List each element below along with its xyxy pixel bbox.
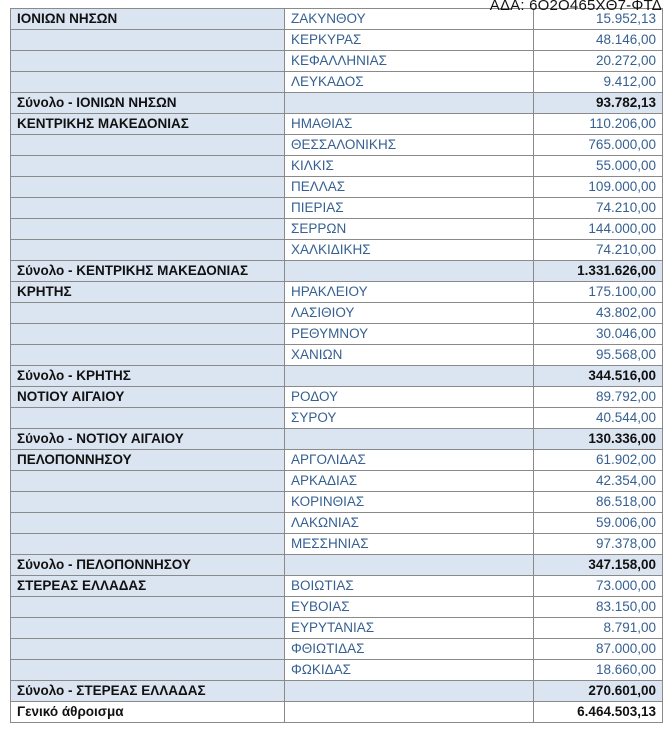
region-empty-cell xyxy=(11,345,285,366)
prefecture-name-cell: ΛΕΥΚΑΔΟΣ xyxy=(285,72,534,93)
prefecture-name-cell: ΛΑΚΩΝΙΑΣ xyxy=(285,513,534,534)
prefecture-name-cell: ΒΟΙΩΤΙΑΣ xyxy=(285,576,534,597)
allocation-table xyxy=(10,8,663,723)
empty-cell xyxy=(285,702,534,723)
grand-total-row xyxy=(11,702,663,723)
amount-cell: 9.412,00 xyxy=(534,72,663,93)
table-row xyxy=(11,114,663,135)
amount-cell: 18.660,00 xyxy=(534,660,663,681)
amount-cell: 89.792,00 xyxy=(534,387,663,408)
table-row xyxy=(11,72,663,93)
region-total-value: 130.336,00 xyxy=(534,429,663,450)
table-body xyxy=(11,9,663,723)
region-empty-cell xyxy=(11,324,285,345)
table-row xyxy=(11,156,663,177)
region-empty-cell xyxy=(11,639,285,660)
amount-cell: 110.206,00 xyxy=(534,114,663,135)
region-name-cell: ΙΟΝΙΩΝ ΝΗΣΩΝ xyxy=(11,9,285,30)
table-row xyxy=(11,534,663,555)
region-total-value: 344.516,00 xyxy=(534,366,663,387)
table-row xyxy=(11,324,663,345)
region-total-row xyxy=(11,93,663,114)
table-row xyxy=(11,240,663,261)
prefecture-name-cell: ΚΟΡΙΝΘΙΑΣ xyxy=(285,492,534,513)
empty-cell xyxy=(285,93,534,114)
region-total-value: 347.158,00 xyxy=(534,555,663,576)
table-row xyxy=(11,51,663,72)
prefecture-name-cell: ΦΩΚΙΔΑΣ xyxy=(285,660,534,681)
table-row xyxy=(11,660,663,681)
prefecture-name-cell: ΛΑΣΙΘΙΟΥ xyxy=(285,303,534,324)
table-row xyxy=(11,597,663,618)
amount-cell: 86.518,00 xyxy=(534,492,663,513)
table-row xyxy=(11,618,663,639)
prefecture-name-cell: ΠΕΛΛΑΣ xyxy=(285,177,534,198)
region-total-row xyxy=(11,681,663,702)
table-row xyxy=(11,471,663,492)
region-total-row xyxy=(11,366,663,387)
table-row xyxy=(11,387,663,408)
region-total-value: 270.601,00 xyxy=(534,681,663,702)
region-total-label: Σύνολο - ΠΕΛΟΠΟΝΝΗΣΟΥ xyxy=(11,555,285,576)
table-row xyxy=(11,450,663,471)
table-row xyxy=(11,639,663,660)
region-empty-cell xyxy=(11,408,285,429)
region-empty-cell xyxy=(11,660,285,681)
table-row xyxy=(11,345,663,366)
amount-cell: 95.568,00 xyxy=(534,345,663,366)
region-empty-cell xyxy=(11,177,285,198)
empty-cell xyxy=(285,681,534,702)
table-row xyxy=(11,282,663,303)
region-name-cell: ΣΤΕΡΕΑΣ ΕΛΛΑΔΑΣ xyxy=(11,576,285,597)
table-row xyxy=(11,198,663,219)
prefecture-name-cell: ΠΙΕΡΙΑΣ xyxy=(285,198,534,219)
empty-cell xyxy=(285,555,534,576)
table-row xyxy=(11,576,663,597)
region-total-label: Σύνολο - ΣΤΕΡΕΑΣ ΕΛΛΑΔΑΣ xyxy=(11,681,285,702)
amount-cell: 59.006,00 xyxy=(534,513,663,534)
region-empty-cell xyxy=(11,597,285,618)
region-empty-cell xyxy=(11,135,285,156)
table-row xyxy=(11,408,663,429)
prefecture-name-cell: ΑΡΓΟΛΙΔΑΣ xyxy=(285,450,534,471)
amount-cell: 74.210,00 xyxy=(534,198,663,219)
table-row xyxy=(11,492,663,513)
prefecture-name-cell: ΧΑΝΙΩΝ xyxy=(285,345,534,366)
amount-cell: 48.146,00 xyxy=(534,30,663,51)
prefecture-name-cell: ΚΕΦΑΛΛΗΝΙΑΣ xyxy=(285,51,534,72)
region-empty-cell xyxy=(11,72,285,93)
region-total-label: Σύνολο - ΝΟΤΙΟΥ ΑΙΓΑΙΟΥ xyxy=(11,429,285,450)
region-empty-cell xyxy=(11,30,285,51)
region-empty-cell xyxy=(11,618,285,639)
region-empty-cell xyxy=(11,51,285,72)
amount-cell: 61.902,00 xyxy=(534,450,663,471)
amount-cell: 8.791,00 xyxy=(534,618,663,639)
amount-cell: 109.000,00 xyxy=(534,177,663,198)
amount-cell: 43.802,00 xyxy=(534,303,663,324)
region-name-cell: ΠΕΛΟΠΟΝΝΗΣΟΥ xyxy=(11,450,285,471)
region-empty-cell xyxy=(11,471,285,492)
table-row xyxy=(11,177,663,198)
region-total-row xyxy=(11,555,663,576)
region-total-label: Σύνολο - ΚΕΝΤΡΙΚΗΣ ΜΑΚΕΔΟΝΙΑΣ xyxy=(11,261,285,282)
empty-cell xyxy=(285,261,534,282)
amount-cell: 15.952,13 xyxy=(534,9,663,30)
prefecture-name-cell: ΗΡΑΚΛΕΙΟΥ xyxy=(285,282,534,303)
empty-cell xyxy=(285,366,534,387)
region-empty-cell xyxy=(11,240,285,261)
empty-cell xyxy=(285,429,534,450)
table-row xyxy=(11,513,663,534)
prefecture-name-cell: ΗΜΑΘΙΑΣ xyxy=(285,114,534,135)
prefecture-name-cell: ΖΑΚΥΝΘΟΥ xyxy=(285,9,534,30)
amount-cell: 55.000,00 xyxy=(534,156,663,177)
table-row xyxy=(11,303,663,324)
amount-cell: 144.000,00 xyxy=(534,219,663,240)
prefecture-name-cell: ΜΕΣΣΗΝΙΑΣ xyxy=(285,534,534,555)
prefecture-name-cell: ΧΑΛΚΙΔΙΚΗΣ xyxy=(285,240,534,261)
prefecture-name-cell: ΕΥΒΟΙΑΣ xyxy=(285,597,534,618)
region-total-row xyxy=(11,429,663,450)
amount-cell: 40.544,00 xyxy=(534,408,663,429)
grand-total-label: Γενικό άθροισμα xyxy=(11,702,285,723)
region-empty-cell xyxy=(11,534,285,555)
prefecture-name-cell: ΣΥΡΟΥ xyxy=(285,408,534,429)
amount-cell: 765.000,00 xyxy=(534,135,663,156)
prefecture-name-cell: ΚΙΛΚΙΣ xyxy=(285,156,534,177)
region-total-row xyxy=(11,261,663,282)
prefecture-name-cell: ΡΕΘΥΜΝΟΥ xyxy=(285,324,534,345)
region-empty-cell xyxy=(11,513,285,534)
region-empty-cell xyxy=(11,156,285,177)
amount-cell: 42.354,00 xyxy=(534,471,663,492)
table-row xyxy=(11,135,663,156)
table-row xyxy=(11,219,663,240)
document-id-stamp: ΑΔΑ: 6Ο2Ο465ΧΘ7-ΦΤΔ xyxy=(489,0,662,14)
prefecture-name-cell: ΑΡΚΑΔΙΑΣ xyxy=(285,471,534,492)
region-total-label: Σύνολο - ΚΡΗΤΗΣ xyxy=(11,366,285,387)
amount-cell: 97.378,00 xyxy=(534,534,663,555)
amount-cell: 87.000,00 xyxy=(534,639,663,660)
amount-cell: 83.150,00 xyxy=(534,597,663,618)
region-empty-cell xyxy=(11,492,285,513)
region-empty-cell xyxy=(11,303,285,324)
amount-cell: 74.210,00 xyxy=(534,240,663,261)
region-total-value: 1.331.626,00 xyxy=(534,261,663,282)
region-name-cell: ΚΡΗΤΗΣ xyxy=(11,282,285,303)
prefecture-name-cell: ΘΕΣΣΑΛΟΝΙΚΗΣ xyxy=(285,135,534,156)
amount-cell: 73.000,00 xyxy=(534,576,663,597)
prefecture-name-cell: ΦΘΙΩΤΙΔΑΣ xyxy=(285,639,534,660)
amount-cell: 30.046,00 xyxy=(534,324,663,345)
region-name-cell: ΝΟΤΙΟΥ ΑΙΓΑΙΟΥ xyxy=(11,387,285,408)
table-row xyxy=(11,30,663,51)
region-name-cell: ΚΕΝΤΡΙΚΗΣ ΜΑΚΕΔΟΝΙΑΣ xyxy=(11,114,285,135)
prefecture-name-cell: ΕΥΡΥΤΑΝΙΑΣ xyxy=(285,618,534,639)
region-total-value: 93.782,13 xyxy=(534,93,663,114)
amount-cell: 20.272,00 xyxy=(534,51,663,72)
grand-total-value: 6.464.503,13 xyxy=(534,702,663,723)
prefecture-name-cell: ΡΟΔΟΥ xyxy=(285,387,534,408)
amount-cell: 175.100,00 xyxy=(534,282,663,303)
region-total-label: Σύνολο - ΙΟΝΙΩΝ ΝΗΣΩΝ xyxy=(11,93,285,114)
prefecture-name-cell: ΚΕΡΚΥΡΑΣ xyxy=(285,30,534,51)
prefecture-name-cell: ΣΕΡΡΩΝ xyxy=(285,219,534,240)
region-empty-cell xyxy=(11,198,285,219)
region-empty-cell xyxy=(11,219,285,240)
